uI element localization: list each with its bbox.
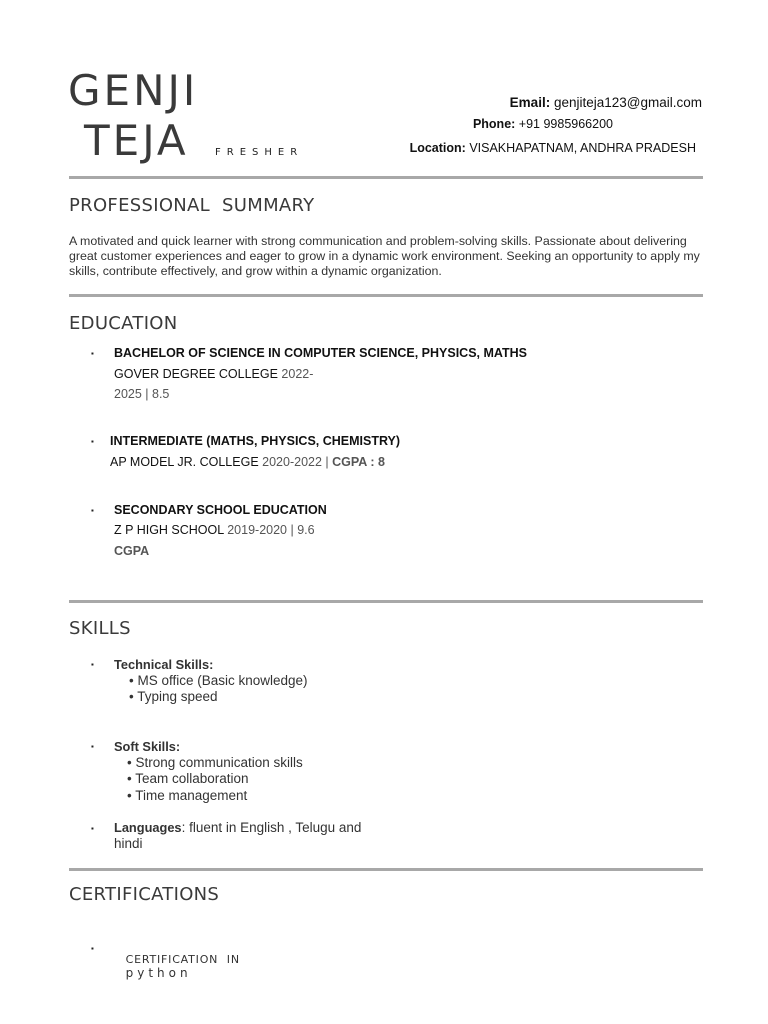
bullet-icon: ▪ (91, 944, 94, 953)
bullet-icon: ▪ (91, 437, 94, 446)
education-title: BACHELOR OF SCIENCE IN COMPUTER SCIENCE, PHYSICS, MATHS (114, 346, 527, 360)
languages-value: : fluent in English , Telugu and (181, 820, 362, 835)
education-years-score: 2025 | 8.5 (114, 387, 170, 401)
languages-line (114, 819, 361, 837)
education-institution: AP MODEL JR. COLLEGE (110, 455, 259, 469)
education-score: CGPA : 8 (332, 455, 385, 469)
education-title: SECONDARY SCHOOL EDUCATION (114, 503, 327, 517)
divider (69, 868, 703, 871)
skill-item: • Strong communication skills (127, 755, 303, 770)
divider (69, 294, 703, 297)
skill-item: • Team collaboration (127, 771, 249, 786)
education-score: CGPA (114, 544, 150, 558)
education-years: 2020-2022 | (262, 455, 329, 469)
skill-item: • Time management (127, 788, 248, 803)
languages-label: Languages (114, 820, 182, 835)
email-value[interactable]: genjiteja123@gmail.com (553, 95, 702, 110)
education-years: 2019-2020 | 9.6 (227, 523, 315, 537)
technical-skills-label: Technical Skills: (114, 657, 214, 672)
education-detail (114, 523, 315, 537)
bullet-icon: ▪ (91, 506, 94, 515)
last-name: TEJA (84, 116, 189, 165)
email-label: Email: (509, 95, 551, 110)
phone-label: Phone: (472, 117, 516, 131)
education-heading: EDUCATION (69, 313, 178, 334)
location-value: VISAKHAPATNAM, ANDHRA PRADESH (469, 141, 696, 155)
certification-subject: python (125, 966, 192, 980)
skill-item: • MS office (Basic knowledge) (129, 673, 308, 688)
bullet-icon: ▪ (91, 742, 94, 751)
education-detail (110, 455, 385, 469)
bullet-icon: ▪ (91, 660, 94, 669)
divider (69, 600, 703, 603)
certification-item (117, 940, 240, 980)
phone-value: +91 9985966200 (518, 117, 613, 131)
certification-prefix: CERTIFICATION IN (125, 953, 240, 966)
education-institution: GOVER DEGREE COLLEGE (114, 367, 278, 381)
location-line (410, 141, 696, 155)
skills-heading: SKILLS (69, 618, 131, 639)
location-label: Location: (409, 141, 466, 155)
bullet-icon: ▪ (91, 349, 94, 358)
first-name: GENJI (68, 66, 199, 115)
soft-skills-label: Soft Skills: (114, 739, 181, 754)
bullet-icon: ▪ (91, 824, 94, 833)
skill-item: • Typing speed (129, 689, 218, 704)
certifications-heading: CERTIFICATIONS (69, 884, 220, 905)
role-title: FRESHER (215, 147, 304, 158)
summary-heading: PROFESSIONAL SUMMARY (69, 195, 315, 216)
education-detail (114, 367, 313, 381)
email-line (510, 95, 702, 110)
summary-text: A motivated and quick learner with strong communication and problem-solving skills. Passionate about delivering great customer experiences and eager to grow in a dynamic work environment. Seeking an opportunity to apply my skills, contribute effectively, and grow within a dynamic organization. (69, 234, 700, 278)
languages-value-continued: hindi (114, 836, 143, 851)
education-title: INTERMEDIATE (MATHS, PHYSICS, CHEMISTRY) (110, 434, 401, 448)
education-years: 2022- (281, 367, 314, 381)
divider (69, 176, 703, 179)
education-institution: Z P HIGH SCHOOL (114, 523, 224, 537)
phone-line (473, 117, 613, 131)
